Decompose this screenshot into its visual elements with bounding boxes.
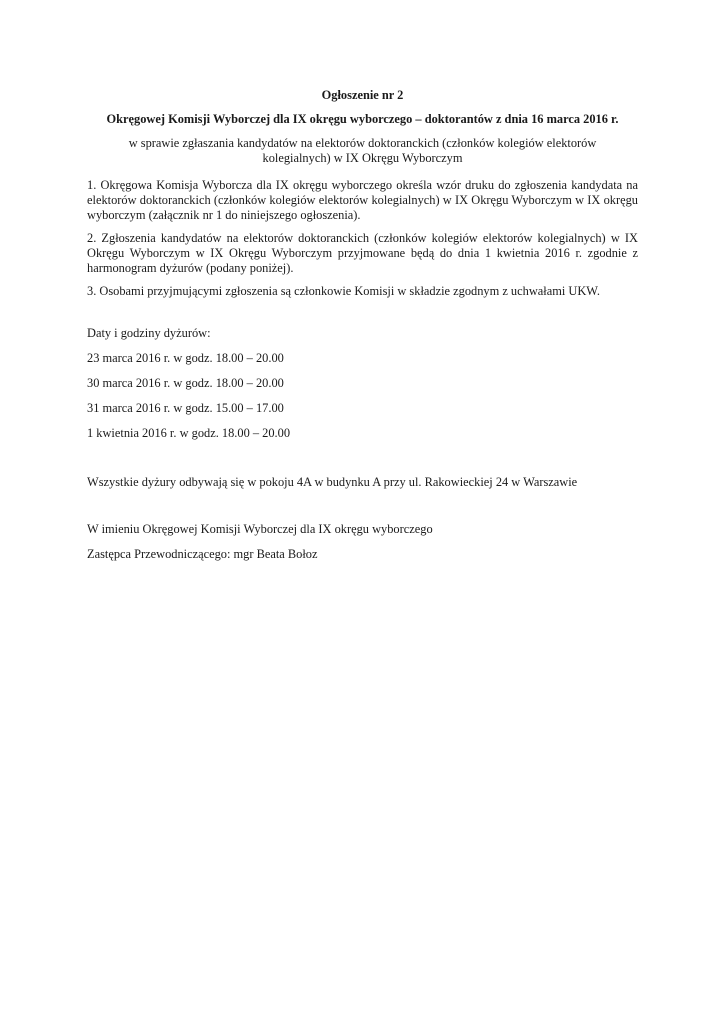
duty-date-4: 1 kwietnia 2016 r. w godz. 18.00 – 20.00: [87, 426, 291, 440]
document-body: [87, 88, 638, 570]
spacer: [87, 307, 638, 326]
on-behalf-line: W imieniu Okręgowej Komisji Wyborczej dla IX okręgu wyborczego: [87, 522, 433, 536]
announcement-subtitle: Okręgowej Komisji Wyborczej dla IX okręgu wyborczego – doktorantów z dnia 16 marca 2016 r.: [106, 112, 619, 126]
announcement-regarding: w sprawie zgłaszania kandydatów na elektorów doktoranckich (członków kolegiów elektorów kolegialnych) w IX Okręgu Wyborczym: [128, 136, 597, 165]
duty-date-1: 23 marca 2016 r. w godz. 18.00 – 20.00: [87, 351, 284, 365]
spacer: [87, 498, 638, 522]
paragraph-3: 3. Osobami przyjmującymi zgłoszenia są członkowie Komisji w składzie zgodnym z uchwałami UKW.: [87, 284, 600, 298]
duty-heading: Daty i godziny dyżurów:: [87, 326, 211, 340]
paragraph-2: 2. Zgłoszenia kandydatów na elektorów doktoranckich (członków kolegiów elektorów kolegialnych) w IX Okręgu Wyborczym w IX Okręgu Wyborczym przyjmowane będą do dnia 1 kwietnia 2016 r. zgodnie z harmonogram dyżurów (podany poniżej).: [87, 231, 638, 275]
duty-date-3: 31 marca 2016 r. w godz. 15.00 – 17.00: [87, 401, 284, 415]
spacer: [87, 451, 638, 475]
location-note: Wszystkie dyżury odbywają się w pokoju 4A w budynku A przy ul. Rakowieckiej 24 w Warszawie: [87, 475, 578, 489]
announcement-title: Ogłoszenie nr 2: [321, 88, 404, 102]
signatory-line: Zastępca Przewodniczącego: mgr Beata Bołoz: [87, 547, 318, 561]
duty-date-2: 30 marca 2016 r. w godz. 18.00 – 20.00: [87, 376, 284, 390]
paragraph-1: 1. Okręgowa Komisja Wyborcza dla IX okręgu wyborczego określa wzór druku do zgłoszenia kandydata na elektorów doktoranckich (członków kolegiów elektorów kolegialnych) w IX Okręgu Wyborczym w IX okręgu wyborczym (załącznik nr 1 do niniejszego ogłoszenia).: [87, 178, 638, 222]
